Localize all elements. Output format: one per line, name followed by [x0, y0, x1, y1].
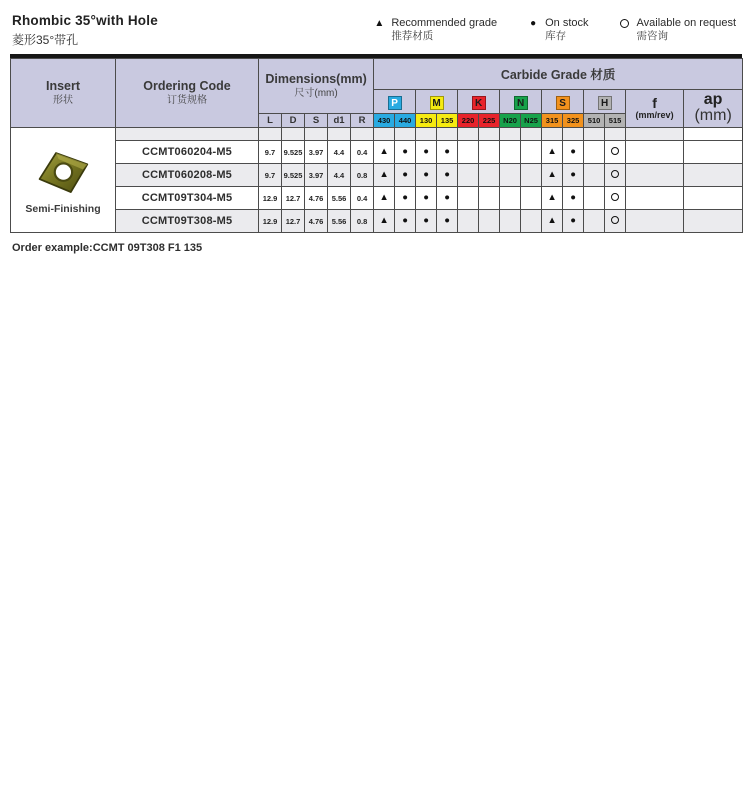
- grade-col-315: 315: [542, 114, 563, 128]
- dimensions-header-en: Dimensions(mm): [265, 72, 367, 86]
- grade-symbol: ●: [395, 187, 416, 210]
- grade-symbol: ●: [395, 210, 416, 233]
- grade-symbol: [605, 187, 626, 210]
- grade-symbol: ▲: [374, 210, 395, 233]
- ap-unit: (mm): [694, 107, 732, 124]
- grade-symbol: [605, 141, 626, 164]
- legend-label-zh: 需咨询: [636, 30, 669, 42]
- dim-R: 0.8: [351, 210, 374, 233]
- table-row: [11, 141, 743, 164]
- grade-symbol: [458, 141, 479, 164]
- grade-col-430: 430: [374, 114, 395, 128]
- insert-image-cell: [11, 128, 116, 233]
- table-row: [11, 210, 743, 233]
- grade-symbol: [500, 141, 521, 164]
- grade-symbol: ▲: [374, 164, 395, 187]
- title-block: [12, 13, 158, 48]
- legend-item-available-on-request: [619, 17, 736, 43]
- dim-R: 0.4: [351, 187, 374, 210]
- grade-symbol: [521, 187, 542, 210]
- dim-S: 3.97: [305, 164, 328, 187]
- dim-D: 12.7: [282, 187, 305, 210]
- recommended-grade-icon: ▲: [374, 18, 385, 29]
- dim-S: 4.76: [305, 187, 328, 210]
- dim-col-d1: d1: [328, 114, 351, 128]
- feed-value: [626, 210, 684, 233]
- insert-spec-table: [10, 58, 743, 233]
- col-header-ap: [684, 90, 743, 128]
- grade-letter-P: P: [388, 96, 402, 110]
- dim-S: 3.97: [305, 141, 328, 164]
- dim-L: 9.7: [259, 141, 282, 164]
- dim-d1: 4.4: [328, 164, 351, 187]
- dim-d1: 4.4: [328, 141, 351, 164]
- feed-unit: (mm/rev): [635, 110, 674, 120]
- legend-label-zh: 库存: [545, 30, 567, 42]
- grade-symbol: [479, 187, 500, 210]
- grade-symbol: [500, 210, 521, 233]
- dim-d1: 5.56: [328, 187, 351, 210]
- dim-R: 0.4: [351, 141, 374, 164]
- table-row: [11, 187, 743, 210]
- spacer-row: [11, 128, 743, 141]
- legend-item-recommended: [373, 17, 497, 43]
- feed-label: f: [652, 95, 657, 111]
- grade-letter-N: N: [514, 96, 528, 110]
- grade-symbol: [458, 187, 479, 210]
- grade-symbol: ▲: [374, 141, 395, 164]
- ordering-header-zh: 订货规格: [167, 95, 207, 106]
- ap-value: [684, 141, 743, 164]
- ap-value: [684, 164, 743, 187]
- dim-L: 9.7: [259, 164, 282, 187]
- col-header-dimensions: [259, 59, 374, 114]
- grade-letter-S: S: [556, 96, 570, 110]
- grade-symbol: [584, 164, 605, 187]
- grade-letter-cell-M: [416, 90, 458, 114]
- grade-symbol: [521, 210, 542, 233]
- ap-value: [684, 210, 743, 233]
- feed-value: [626, 187, 684, 210]
- dimensions-header-zh: 尺寸(mm): [294, 88, 338, 99]
- grade-letter-H: H: [598, 96, 612, 110]
- grade-symbol: ●: [416, 210, 437, 233]
- grade-col-440: 440: [395, 114, 416, 128]
- grade-symbol: ▲: [542, 164, 563, 187]
- feed-value: [626, 164, 684, 187]
- grade-letter-cell-P: [374, 90, 416, 114]
- grade-symbol: [479, 164, 500, 187]
- grade-symbol: ▲: [542, 210, 563, 233]
- col-header-carbide-grade: Carbide Grade 材质: [374, 59, 743, 90]
- col-header-feed: [626, 90, 684, 128]
- grade-letter-cell-K: [458, 90, 500, 114]
- legend-label: Recommended grade: [391, 17, 498, 29]
- legend-item-on-stock: [527, 17, 588, 43]
- grade-symbol: ▲: [542, 141, 563, 164]
- page-header: [0, 0, 750, 48]
- rhombic-insert-image: [30, 147, 96, 199]
- dim-R: 0.8: [351, 164, 374, 187]
- ap-value: [684, 187, 743, 210]
- grade-symbol: ●: [416, 187, 437, 210]
- grade-symbol: [521, 164, 542, 187]
- dim-D: 12.7: [282, 210, 305, 233]
- grade-col-N20: N20: [500, 114, 521, 128]
- grade-symbol: ●: [563, 141, 584, 164]
- available-on-request-icon: [619, 17, 631, 43]
- grade-symbol: [479, 210, 500, 233]
- grade-symbol: [605, 164, 626, 187]
- grade-symbol: [500, 164, 521, 187]
- insert-header-zh: 形状: [53, 95, 73, 106]
- dim-col-S: S: [305, 114, 328, 128]
- grade-symbol: [500, 187, 521, 210]
- grade-symbol: [605, 210, 626, 233]
- ordering-header-en: Ordering Code: [143, 79, 231, 93]
- grade-col-N25: N25: [521, 114, 542, 128]
- grade-symbol: ●: [416, 141, 437, 164]
- grade-symbol: [584, 141, 605, 164]
- grade-symbol: [584, 187, 605, 210]
- on-stock-icon: ●: [530, 18, 537, 29]
- grade-symbol: ●: [437, 187, 458, 210]
- legend-label: Available on request: [636, 17, 736, 29]
- grade-symbol: ●: [395, 164, 416, 187]
- ordering-code: CCMT060204-M5: [116, 141, 259, 164]
- order-example: Order example:CCMT 09T308 F1 135: [12, 242, 203, 254]
- dim-col-D: D: [282, 114, 305, 128]
- col-header-insert: [11, 59, 116, 128]
- grade-symbol: ●: [563, 164, 584, 187]
- legend-label: On stock: [545, 17, 589, 29]
- ordering-code: CCMT09T308-M5: [116, 210, 259, 233]
- feed-value: [626, 141, 684, 164]
- dim-d1: 5.56: [328, 210, 351, 233]
- ordering-code: CCMT09T304-M5: [116, 187, 259, 210]
- page-subtitle: 菱形35°带孔: [12, 33, 79, 47]
- legend: [373, 13, 740, 43]
- grade-letter-cell-N: [500, 90, 542, 114]
- grade-col-220: 220: [458, 114, 479, 128]
- grade-col-135: 135: [437, 114, 458, 128]
- ordering-code: CCMT060208-M5: [116, 164, 259, 187]
- insert-header-en: Insert: [45, 79, 81, 93]
- dim-col-L: L: [259, 114, 282, 128]
- grade-symbol: ●: [437, 141, 458, 164]
- grade-symbol: [458, 210, 479, 233]
- grade-col-515: 515: [605, 114, 626, 128]
- grade-letter-K: K: [472, 96, 486, 110]
- page-title: Rhombic 35°with Hole: [12, 13, 158, 28]
- grade-col-130: 130: [416, 114, 437, 128]
- ap-label: ap: [703, 91, 723, 108]
- grade-col-510: 510: [584, 114, 605, 128]
- grade-symbol: [584, 210, 605, 233]
- grade-symbol: [458, 164, 479, 187]
- grade-letter-cell-H: [584, 90, 626, 114]
- dim-col-R: R: [351, 114, 374, 128]
- grade-symbol: ▲: [542, 187, 563, 210]
- dim-D: 9.525: [282, 164, 305, 187]
- grade-symbol: ●: [437, 164, 458, 187]
- dim-L: 12.9: [259, 187, 282, 210]
- grade-symbol: ●: [437, 210, 458, 233]
- col-header-ordering-code: [116, 59, 259, 128]
- grade-col-225: 225: [479, 114, 500, 128]
- grade-letter-cell-S: [542, 90, 584, 114]
- dim-D: 9.525: [282, 141, 305, 164]
- grade-symbol: [521, 141, 542, 164]
- legend-label-zh: 推荐材质: [391, 30, 434, 42]
- grade-symbol: ▲: [374, 187, 395, 210]
- grade-symbol: [479, 141, 500, 164]
- dim-S: 4.76: [305, 210, 328, 233]
- dim-L: 12.9: [259, 210, 282, 233]
- grade-letter-M: M: [430, 96, 444, 110]
- insert-type-label: Semi-Finishing: [25, 203, 101, 215]
- grade-symbol: ●: [563, 210, 584, 233]
- grade-symbol: ●: [416, 164, 437, 187]
- grade-symbol: ●: [395, 141, 416, 164]
- grade-col-325: 325: [563, 114, 584, 128]
- table-row: [11, 164, 743, 187]
- grade-symbol: ●: [563, 187, 584, 210]
